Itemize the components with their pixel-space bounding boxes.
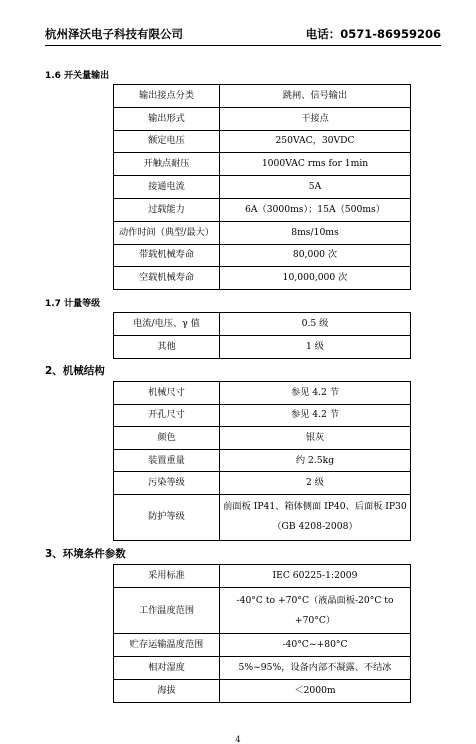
work-temp-line-2: +70°C） (294, 614, 336, 626)
work-temp-label: 工作温度范围 (114, 588, 220, 634)
page-header (45, 26, 441, 42)
table-row (114, 680, 411, 703)
row-value: 银灰 (220, 427, 411, 450)
row-value: 1 级 (220, 336, 411, 359)
row-label: 输出形式 (114, 107, 220, 130)
row-label: 其他 (114, 336, 220, 359)
row-value: 约 2.5kg (220, 449, 411, 472)
company-name: 杭州泽沃电子科技有限公司 (45, 27, 183, 41)
altitude-label: 海拔 (114, 680, 220, 703)
table-row (114, 176, 411, 199)
row-value: 2 级 (220, 472, 411, 495)
work-temp-value (220, 588, 411, 634)
table-row (114, 449, 411, 472)
row-label: 额定电压 (114, 130, 220, 153)
table-row (114, 130, 411, 153)
table-row (114, 588, 411, 634)
humidity-label: 相对湿度 (114, 657, 220, 680)
row-value: 8ms/10ms (220, 221, 411, 244)
protection-label: 防护等级 (114, 494, 220, 540)
protection-value (220, 494, 411, 540)
table-row (114, 221, 411, 244)
row-label: 输出接点分类 (114, 85, 220, 108)
row-value: 参见 4.2 节 (220, 382, 411, 405)
table-row (114, 85, 411, 108)
row-label: 过载能力 (114, 198, 220, 221)
section-title-metering: 1.7 计量等级 (45, 299, 101, 309)
row-value: 0.5 级 (220, 313, 411, 336)
section-title-mechanical: 2、机械结构 (45, 365, 105, 377)
table-row (114, 382, 411, 405)
metering-table (113, 312, 411, 359)
page-number: 4 (235, 735, 241, 744)
table-row (114, 427, 411, 450)
table-row (114, 404, 411, 427)
storage-temp-label: 贮存运输温度范围 (114, 634, 220, 657)
table-row (114, 313, 411, 336)
row-label: 开孔尺寸 (114, 404, 220, 427)
row-value: 5A (220, 176, 411, 199)
storage-temp-value: -40°C~+80°C (220, 634, 411, 657)
row-value: 参见 4.2 节 (220, 404, 411, 427)
row-value: 80,000 次 (220, 244, 411, 267)
table-row (114, 267, 411, 290)
humidity-value: 5%~95%，设备内部不凝露、不结冰 (220, 657, 411, 680)
row-label: 接通电流 (114, 176, 220, 199)
table-row (114, 494, 411, 540)
row-label: 装置重量 (114, 449, 220, 472)
standard-label: 采用标准 (114, 565, 220, 588)
row-label: 污染等级 (114, 472, 220, 495)
row-label: 开触点耐压 (114, 153, 220, 176)
work-temp-line-1: -40°C to +70°C（液晶面板-20°C to (236, 594, 394, 606)
mechanical-table (113, 381, 411, 541)
table-row (114, 336, 411, 359)
table-row (114, 153, 411, 176)
table-row (114, 657, 411, 680)
row-value: 6A（3000ms）；15A（500ms） (220, 198, 411, 221)
row-label: 带载机械寿命 (114, 244, 220, 267)
table-row (114, 565, 411, 588)
row-label: 电流/电压、γ 值 (114, 313, 220, 336)
section-title-environment: 3、环境条件参数 (45, 548, 126, 560)
row-value: 干接点 (220, 107, 411, 130)
table-row (114, 472, 411, 495)
table-row (114, 634, 411, 657)
table-row (114, 244, 411, 267)
row-value: 250VAC，30VDC (220, 130, 411, 153)
row-value: 1000VAC rms for 1min (220, 153, 411, 176)
header-rule (45, 45, 441, 46)
row-value: 10,000,000 次 (220, 267, 411, 290)
phone-number: 电话：0571-86959206 (305, 27, 441, 41)
row-label: 空载机械寿命 (114, 267, 220, 290)
switch-output-table (113, 84, 411, 290)
protection-line-2: （GB 4208-2008） (272, 521, 358, 533)
row-label: 颜色 (114, 427, 220, 450)
section-title-switch-output: 1.6 开关量输出 (45, 71, 110, 81)
table-row (114, 107, 411, 130)
protection-line-1: 前面板 IP41、箱体侧面 IP40、后面板 IP30 (223, 501, 407, 513)
standard-value: IEC 60225-1:2009 (220, 565, 411, 588)
environment-table (113, 564, 411, 703)
table-row (114, 198, 411, 221)
row-label: 动作时间（典型/最大） (114, 221, 220, 244)
row-label: 机械尺寸 (114, 382, 220, 405)
row-value: 跳闸、信号输出 (220, 85, 411, 108)
altitude-value: ＜2000m (220, 680, 411, 703)
